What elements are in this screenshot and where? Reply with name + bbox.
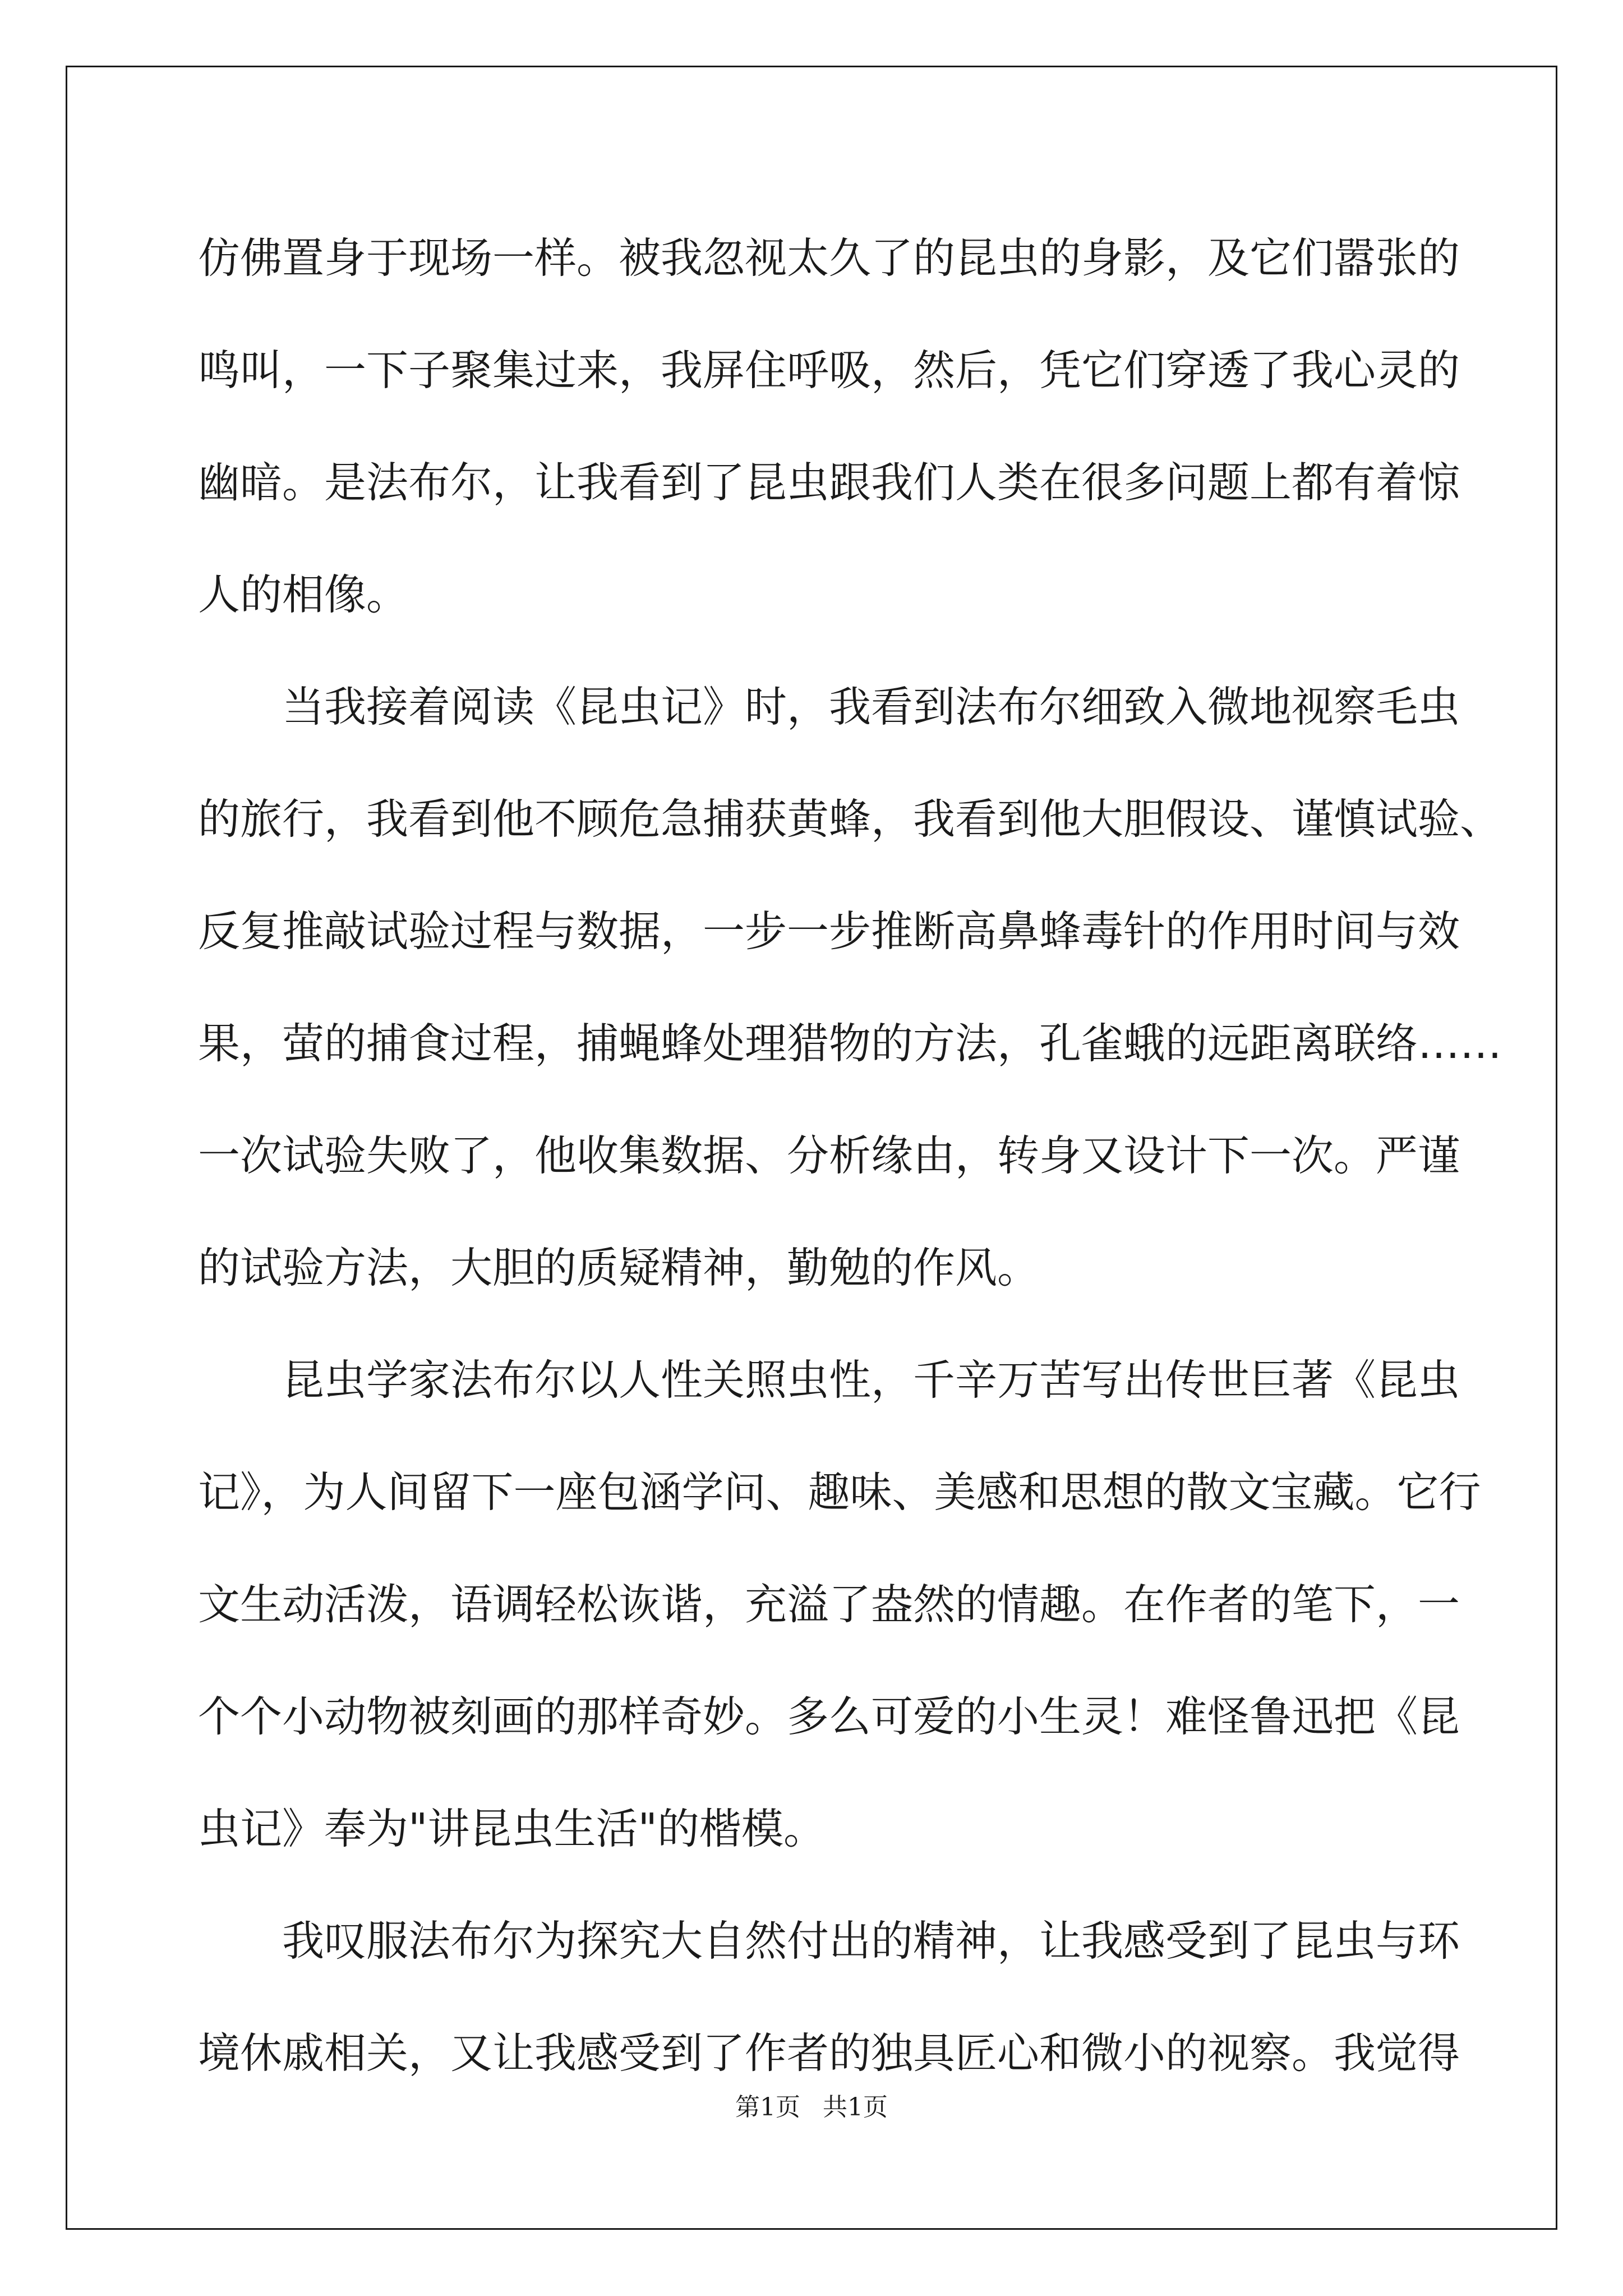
text-line: 幽暗。是法布尔，让我看到了昆虫跟我们人类在很多问题上都有着惊 bbox=[198, 458, 1460, 507]
page-number-total: 共1页 bbox=[823, 2093, 888, 2122]
page-footer bbox=[0, 2087, 1623, 2123]
text-line: 果，萤的捕食过程，捕蝇蜂处理猎物的方法，孔雀蛾的远距离联络…… bbox=[198, 1019, 1502, 1068]
text-line: 文生动活泼，语调轻松诙谐，充溢了盎然的情趣。在作者的笔下，一 bbox=[198, 1580, 1460, 1629]
page-number-current: 第1页 bbox=[735, 2093, 800, 2122]
text-line: 记》，为人间留下一座包涵学问、趣味、美感和思想的散文宝藏。它行 bbox=[198, 1467, 1481, 1517]
paragraph-start-line: 当我接着阅读《昆虫记》时，我看到法布尔细致入微地视察毛虫 bbox=[282, 682, 1460, 731]
paragraph-start-line: 昆虫学家法布尔以人性关照虫性，千辛万苦写出传世巨著《昆虫 bbox=[282, 1355, 1460, 1405]
text-line: 一次试验失败了，他收集数据、分析缘由，转身又设计下一次。严谨 bbox=[198, 1131, 1460, 1180]
text-line: 反复推敲试验过程与数据，一步一步推断高鼻蜂毒针的作用时间与效 bbox=[198, 907, 1460, 956]
text-line: 的旅行，我看到他不顾危急捕获黄蜂，我看到他大胆假设、谨慎试验、 bbox=[198, 794, 1502, 844]
paragraph-start-line: 我叹服法布尔为探究大自然付出的精神，让我感受到了昆虫与环 bbox=[282, 1916, 1460, 1966]
text-line: 仿佛置身于现场一样。被我忽视太久了的昆虫的身影，及它们嚣张的 bbox=[198, 233, 1460, 283]
text-line: 个个小动物被刻画的那样奇妙。多么可爱的小生灵！难怪鲁迅把《昆 bbox=[198, 1692, 1460, 1741]
text-line: 鸣叫，一下子聚集过来，我屏住呼吸，然后，凭它们穿透了我心灵的 bbox=[198, 346, 1460, 395]
text-line: 人的相像。 bbox=[198, 570, 409, 619]
text-line: 的试验方法，大胆的质疑精神，勤勉的作风。 bbox=[198, 1243, 1040, 1292]
document-body bbox=[198, 202, 1502, 2109]
text-line: 境休戚相关，又让我感受到了作者的独具匠心和微小的视察。我觉得 bbox=[198, 2028, 1460, 2078]
text-line: 虫记》奉为"讲昆虫生活"的楷模。 bbox=[198, 1804, 826, 1853]
